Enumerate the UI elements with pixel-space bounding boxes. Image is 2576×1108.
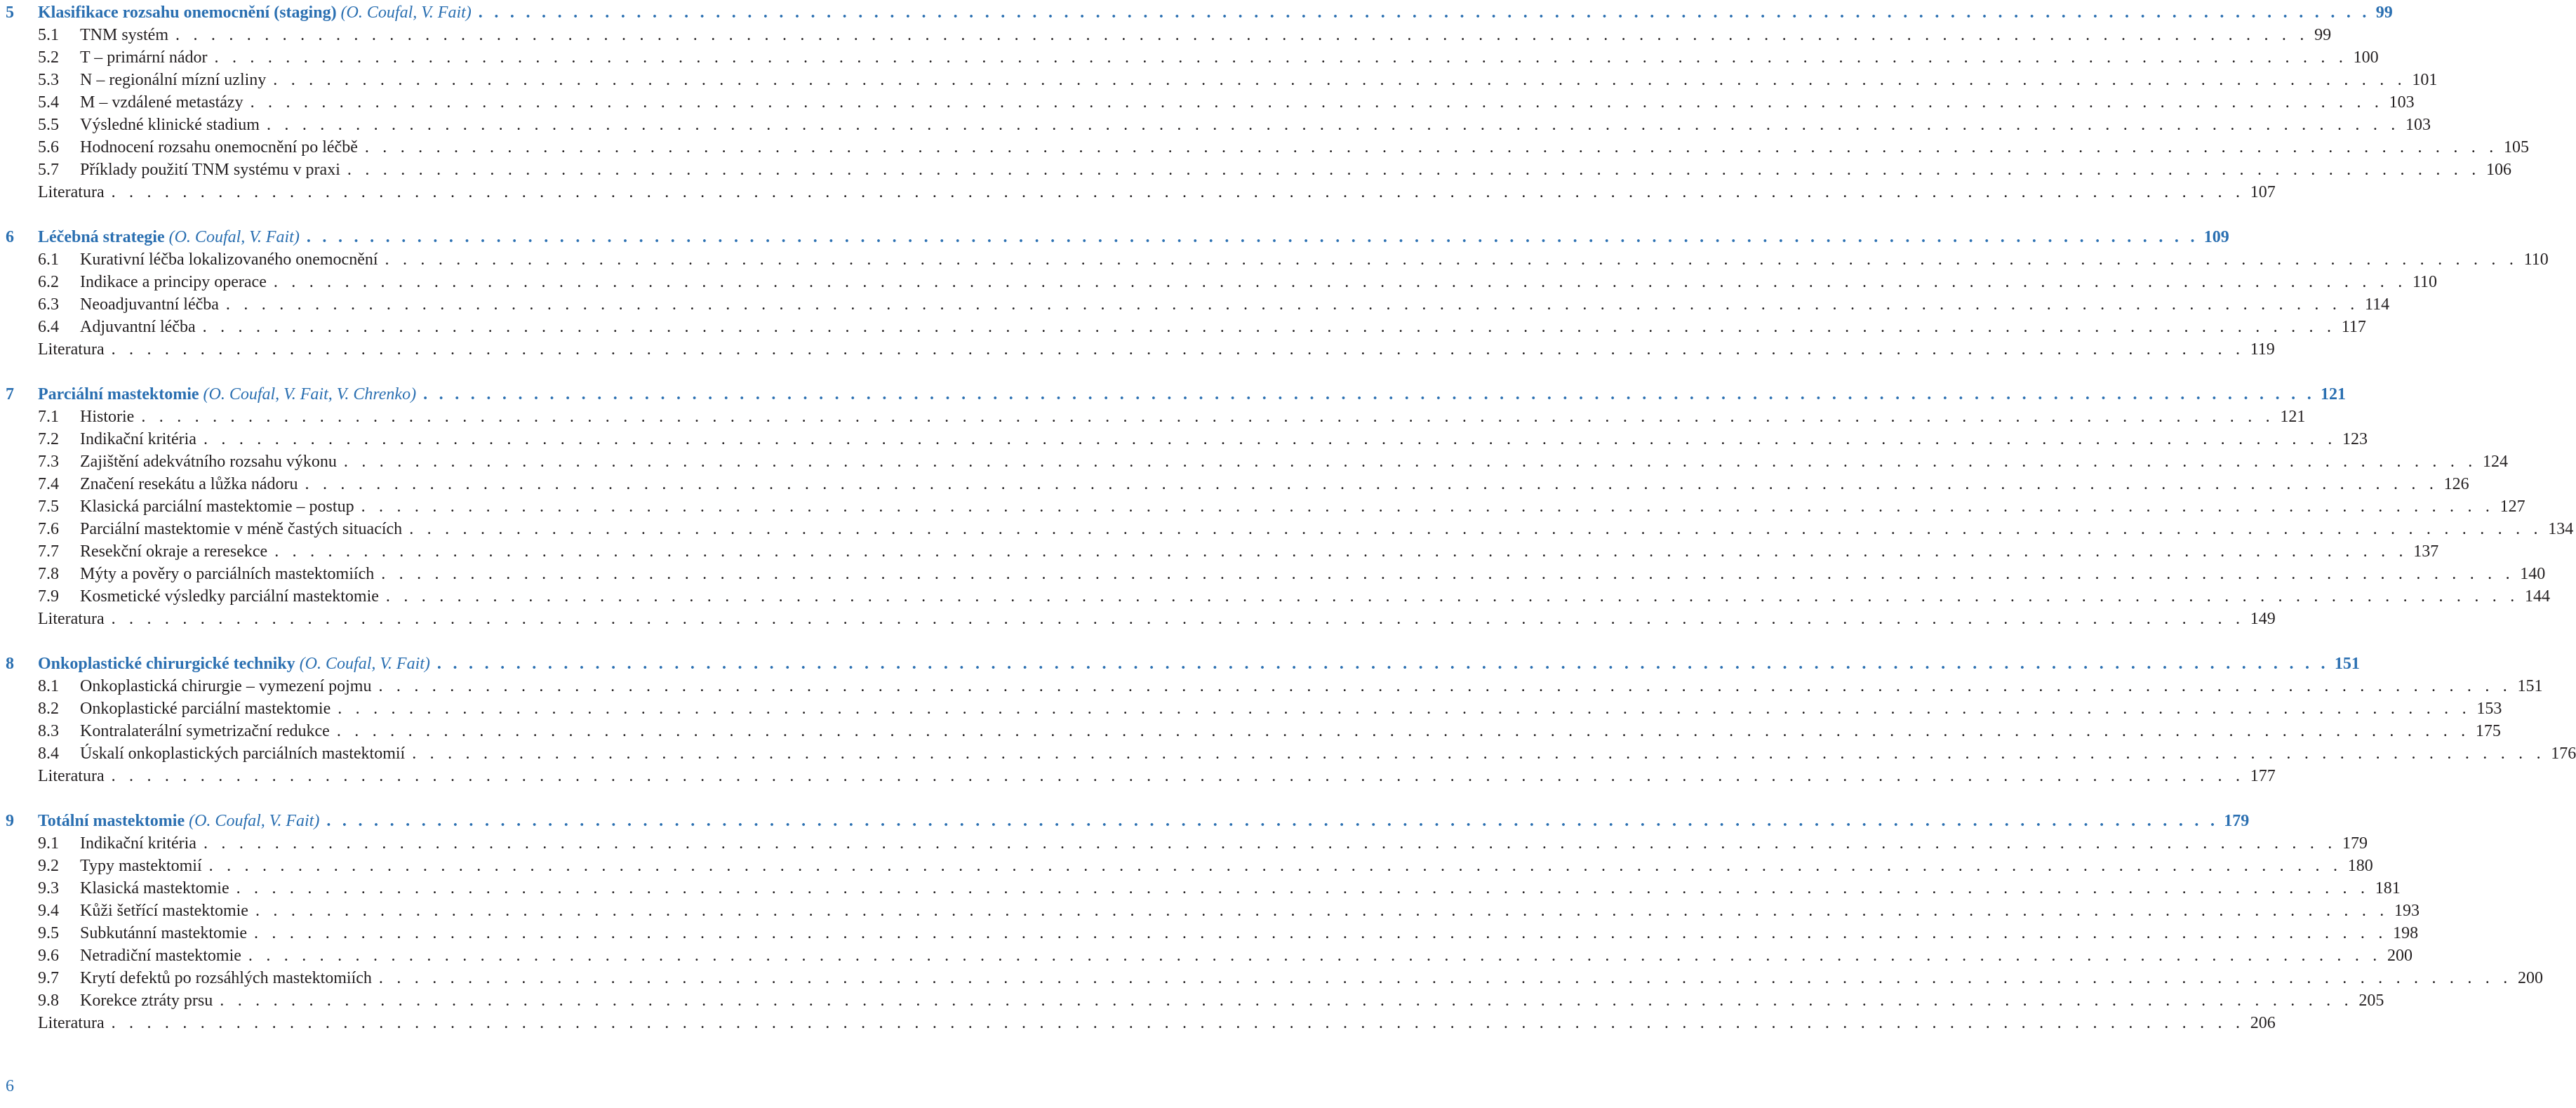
- toc-entry[interactable]: [0, 136, 2529, 159]
- toc-entry-body: [80, 248, 2549, 271]
- dot-leader: . . . . . . . . . . . . . . . . . . . . . . . . . . . . . . . . . . . . . . . . . . . . . . . . . . . . . . . . . . . . . . . . . . . . . . . . . . . . . . . . . . . . . . . . . . . . . . . . . . . . . . . . . . . . . . . . . . . . . . . .: [385, 251, 2518, 269]
- section-title: Krytí defektů po rozsáhlých mastektomiích: [80, 969, 372, 987]
- chapter-number: 5: [6, 4, 14, 22]
- section-page-number: 175: [2475, 722, 2501, 740]
- toc-entry[interactable]: [0, 69, 2438, 91]
- toc-entry[interactable]: [0, 473, 2469, 495]
- section-title: Parciální mastektomie v méně častých situacích: [80, 520, 403, 538]
- dot-leader: . . . . . . . . . . . . . . . . . . . . . . . . . . . . . . . . . . . . . . . . . . . . . . . . . . . . . . . . . . . . . . . . . . . . . . . . . . . . . . . . . . . . . . . . . . . . . . . . . . . . . . . . . . . . . . . . . . . . . . . .: [250, 93, 2384, 112]
- section-page-number: 99: [2314, 26, 2332, 44]
- section-title: Adjuvantní léčba: [80, 318, 196, 336]
- section-page-number: 124: [2482, 453, 2508, 471]
- section-number: 5.6: [38, 138, 59, 156]
- chapter-title: Onkoplastické chirurgické techniky: [38, 655, 295, 673]
- toc-entry-body: [80, 742, 2576, 765]
- dot-leader: . . . . . . . . . . . . . . . . . . . . . . . . . . . . . . . . . . . . . . . . . . . . . . . . . . . . . . . . . . . . . . . . . . . . . . . . . . . . . . . . . . . . . . . . . . . . . . . . . . . . . . . . . . . . . . . . . . . . . . . .: [343, 453, 2477, 471]
- toc-entry-body: [80, 989, 2384, 1012]
- section-number: 6.2: [38, 273, 59, 291]
- section-page-number: 179: [2342, 834, 2368, 853]
- chapter-authors: (O. Coufal, V. Fait): [340, 4, 472, 22]
- section-number: 7.6: [38, 520, 59, 538]
- dot-leader: . . . . . . . . . . . . . . . . . . . . . . . . . . . . . . . . . . . . . . . . . . . . . . . . . . . . . . . . . . . . . . . . . . . . . . . . . . . . . . . . . . . . . . . . . . . . . . . . . . . . . . . . . . . . . . . . . . . . . . . .: [266, 116, 2401, 134]
- literature-entry[interactable]: [0, 338, 2275, 361]
- section-page-number: 127: [2500, 498, 2525, 516]
- dot-leader: . . . . . . . . . . . . . . . . . . . . . . . . . . . . . . . . . . . . . . . . . . . . . . . . . . . . . . . . . . . . . . . . . . . . . . . . . . . . . . . . . . . . . . . . . . . . . . . . . . . . . . . . . . . . . . . . . . . . . . . .: [274, 542, 2408, 561]
- toc-entry[interactable]: [0, 967, 2543, 989]
- section-page-number: 205: [2358, 992, 2384, 1010]
- section-number: 7.2: [38, 430, 59, 448]
- section-number: 7.3: [38, 453, 59, 471]
- section-page-number: 100: [2353, 48, 2379, 67]
- dot-leader: . . . . . . . . . . . . . . . . . . . . . . . . . . . . . . . . . . . . . . . . . . . . . . . . . . . . . . . . . . . . . . . . . . . . . . . . . . . . . . . . . . . . . . . . . . . . . . . . . . . . . . . . . . . . . . . . . . . . . . . .: [306, 228, 2198, 246]
- chapter-authors: (O. Coufal, V. Fait): [168, 228, 300, 246]
- literature-entry[interactable]: [0, 608, 2276, 630]
- section-page-number: 110: [2523, 251, 2549, 269]
- chapter-number: 6: [6, 228, 14, 246]
- chapter-title: Léčebná strategie: [38, 228, 165, 246]
- section-title: Kurativní léčba lokalizovaného onemocnění: [80, 251, 378, 269]
- chapter-authors: (O. Coufal, V. Fait): [299, 655, 430, 673]
- toc-entry-body: [80, 450, 2508, 473]
- dot-leader: . . . . . . . . . . . . . . . . . . . . . . . . . . . . . . . . . . . . . . . . . . . . . . . . . . . . . . . . . . . . . . . . . . . . . . . . . . . . . . . . . . . . . . . . . . . . . . . . . . . . . . . . . . . . . . . . . . . . . . . .: [385, 587, 2519, 606]
- toc-entry-body: [80, 900, 2420, 922]
- dot-leader: . . . . . . . . . . . . . . . . . . . . . . . . . . . . . . . . . . . . . . . . . . . . . . . . . . . . . . . . . . . . . . . . . . . . . . . . . . . . . . . . . . . . . . . . . . . . . . . . . . . . . . . . . . . . . . . . . . . . . . . .: [202, 318, 2336, 336]
- dot-leader: . . . . . . . . . . . . . . . . . . . . . . . . . . . . . . . . . . . . . . . . . . . . . . . . . . . . . . . . . . . . . . . . . . . . . . . . . . . . . . . . . . . . . . . . . . . . . . . . . . . . . . . . . . . . . . . . . . . . . . . .: [412, 745, 2546, 763]
- chapter-heading-body: [38, 810, 2250, 832]
- chapter-page-number: 99: [2375, 4, 2393, 22]
- section-title: Kůži šetřící mastektomie: [80, 902, 248, 920]
- section-title: Onkoplastické parciální mastektomie: [80, 700, 331, 718]
- chapter-number: 8: [6, 655, 14, 673]
- toc-entry[interactable]: [0, 46, 2379, 69]
- chapter-heading[interactable]: [0, 383, 2346, 406]
- section-number: 5.5: [38, 116, 59, 134]
- literature-entry-body: [38, 181, 2276, 203]
- section-number: 6.4: [38, 318, 59, 336]
- dot-leader: . . . . . . . . . . . . . . . . . . . . . . . . . . . . . . . . . . . . . . . . . . . . . . . . . . . . . . . . . . . . . . . . . . . . . . . . . . . . . . . . . . . . . . . . . . . . . . . . . . . . . . . . . . . . . . . . . . . . . . . .: [381, 565, 2515, 583]
- section-page-number: 105: [2503, 138, 2529, 156]
- toc-entry-body: [80, 877, 2401, 900]
- section-page-number: 106: [2485, 161, 2511, 179]
- section-title: Historie: [80, 408, 135, 426]
- section-number: 9.3: [38, 879, 59, 897]
- dot-leader: . . . . . . . . . . . . . . . . . . . . . . . . . . . . . . . . . . . . . . . . . . . . . . . . . . . . . . . . . . . . . . . . . . . . . . . . . . . . . . . . . . . . . . . . . . . . . . . . . . . . . . . . . . . . . . . . . . . . . . . .: [203, 834, 2337, 853]
- literature-title: Literatura: [38, 340, 105, 359]
- section-page-number: 110: [2412, 273, 2438, 291]
- toc-entry-body: [80, 922, 2419, 945]
- section-page-number: 123: [2342, 430, 2368, 448]
- dot-leader: . . . . . . . . . . . . . . . . . . . . . . . . . . . . . . . . . . . . . . . . . . . . . . . . . . . . . . . . . . . . . . . . . . . . . . . . . . . . . . . . . . . . . . . . . . . . . . . . . . . . . . . . . . . . . . . . . . . . . . . .: [361, 498, 2495, 516]
- section-number: 7.9: [38, 587, 59, 606]
- dot-leader: . . . . . . . . . . . . . . . . . . . . . . . . . . . . . . . . . . . . . . . . . . . . . . . . . . . . . . . . . . . . . . . . . . . . . . . . . . . . . . . . . . . . . . . . . . . . . . . . . . . . . . . . . . . . . . . . . . . . . . . .: [253, 924, 2388, 942]
- dot-leader: . . . . . . . . . . . . . . . . . . . . . . . . . . . . . . . . . . . . . . . . . . . . . . . . . . . . . . . . . . . . . . . . . . . . . . . . . . . . . . . . . . . . . . . . . . . . . . . . . . . . . . . . . . . . . . . . . . . . . . . .: [225, 295, 2359, 314]
- literature-title: Literatura: [38, 1014, 105, 1032]
- section-title: N – regionální mízní uzliny: [80, 71, 267, 89]
- dot-leader: . . . . . . . . . . . . . . . . . . . . . . . . . . . . . . . . . . . . . . . . . . . . . . . . . . . . . . . . . . . . . . . . . . . . . . . . . . . . . . . . . . . . . . . . . . . . . . . . . . . . . . . . . . . . . . . . . . . . . . . .: [305, 475, 2438, 493]
- toc-entry[interactable]: [0, 922, 2419, 945]
- chapter-authors: (O. Coufal, V. Fait, V. Chrenko): [203, 385, 417, 403]
- toc-entry-body: [80, 293, 2390, 316]
- section-number: 6.1: [38, 251, 59, 269]
- toc-entry[interactable]: [0, 945, 2413, 967]
- toc-entry-body: [80, 540, 2439, 563]
- chapter-block: [0, 810, 2543, 1034]
- section-number: 9.7: [38, 969, 59, 987]
- section-title: Mýty a pověry o parciálních mastektomiích: [80, 565, 375, 583]
- section-title: TNM systém: [80, 26, 168, 44]
- section-title: Typy mastektomií: [80, 857, 202, 875]
- toc-entry-body: [80, 473, 2469, 495]
- section-page-number: 176: [2551, 745, 2576, 763]
- section-page-number: 140: [2520, 565, 2546, 583]
- dot-leader: . . . . . . . . . . . . . . . . . . . . . . . . . . . . . . . . . . . . . . . . . . . . . . . . . . . . . . . . . . . . . . . . . . . . . . . . . . . . . . . . . . . . . . . . . . . . . . . . . . . . . . . . . . . . . . . . . . . . . . . .: [141, 408, 2275, 426]
- dot-leader: . . . . . . . . . . . . . . . . . . . . . . . . . . . . . . . . . . . . . . . . . . . . . . . . . . . . . . . . . . . . . . . . . . . . . . . . . . . . . . . . . . . . . . . . . . . . . . . . . . . . . . . . . . . . . . . . . . . . . . . .: [347, 161, 2481, 179]
- section-number: 9.6: [38, 947, 59, 965]
- literature-page-number: 119: [2250, 340, 2275, 359]
- section-title: Hodnocení rozsahu onemocnění po léčbě: [80, 138, 358, 156]
- dot-leader: . . . . . . . . . . . . . . . . . . . . . . . . . . . . . . . . . . . . . . . . . . . . . . . . . . . . . . . . . . . . . . . . . . . . . . . . . . . . . . . . . . . . . . . . . . . . . . . . . . . . . . . . . . . . . . . . . . . . . . . .: [423, 385, 2315, 403]
- toc-entry[interactable]: [0, 832, 2368, 855]
- literature-entry[interactable]: [0, 1012, 2276, 1034]
- dot-leader: . . . . . . . . . . . . . . . . . . . . . . . . . . . . . . . . . . . . . . . . . . . . . . . . . . . . . . . . . . . . . . . . . . . . . . . . . . . . . . . . . . . . . . . . . . . . . . . . . . . . . . . . . . . . . . . . . . . . . . . .: [378, 677, 2512, 695]
- toc-entry-body: [80, 159, 2511, 181]
- chapter-page-number: 121: [2321, 385, 2346, 403]
- dot-leader: . . . . . . . . . . . . . . . . . . . . . . . . . . . . . . . . . . . . . . . . . . . . . . . . . . . . . . . . . . . . . . . . . . . . . . . . . . . . . . . . . . . . . . . . . . . . . . . . . . . . . . . . . . . . . . . . . . . . . . . .: [364, 138, 2498, 156]
- literature-entry-body: [38, 765, 2276, 787]
- chapter-block: [0, 653, 2576, 787]
- toc-entry[interactable]: [0, 720, 2501, 742]
- section-number: 9.2: [38, 857, 59, 875]
- chapter-page-number: 179: [2224, 812, 2250, 830]
- table-of-contents: [0, 1, 2576, 1057]
- toc-entry-body: [80, 967, 2543, 989]
- section-number: 5.1: [38, 26, 59, 44]
- section-number: 5.2: [38, 48, 59, 67]
- chapter-title: Totální mastektomie: [38, 812, 185, 830]
- dot-leader: . . . . . . . . . . . . . . . . . . . . . . . . . . . . . . . . . . . . . . . . . . . . . . . . . . . . . . . . . . . . . . . . . . . . . . . . . . . . . . . . . . . . . . . . . . . . . . . . . . . . . . . . . . . . . . . . . . . . . . . .: [326, 812, 2219, 830]
- section-page-number: 151: [2517, 677, 2543, 695]
- toc-entry[interactable]: [0, 900, 2420, 922]
- section-page-number: 117: [2341, 318, 2366, 336]
- dot-leader: . . . . . . . . . . . . . . . . . . . . . . . . . . . . . . . . . . . . . . . . . . . . . . . . . . . . . . . . . . . . . . . . . . . . . . . . . . . . . . . . . . . . . . . . . . . . . . . . . . . . . . . . . . . . . . . . . . . . . . . .: [336, 722, 2470, 740]
- section-title: Příklady použití TNM systému v praxi: [80, 161, 340, 179]
- chapter-title: Parciální mastektomie: [38, 385, 199, 403]
- section-page-number: 180: [2347, 857, 2373, 875]
- dot-leader: . . . . . . . . . . . . . . . . . . . . . . . . . . . . . . . . . . . . . . . . . . . . . . . . . . . . . . . . . . . . . . . . . . . . . . . . . . . . . . . . . . . . . . . . . . . . . . . . . . . . . . . . . . . . . . . . . . . . . . . .: [175, 26, 2309, 44]
- toc-entry[interactable]: [0, 91, 2415, 114]
- section-page-number: 193: [2394, 902, 2420, 920]
- toc-entry-body: [80, 406, 2306, 428]
- literature-title: Literatura: [38, 183, 105, 201]
- literature-entry-body: [38, 338, 2275, 361]
- section-number: 9.5: [38, 924, 59, 942]
- chapter-block: [0, 383, 2574, 630]
- toc-entry[interactable]: [0, 159, 2511, 181]
- toc-entry[interactable]: [0, 989, 2384, 1012]
- toc-entry[interactable]: [0, 114, 2431, 136]
- section-page-number: 101: [2412, 71, 2438, 89]
- toc-entry[interactable]: [0, 742, 2576, 765]
- literature-entry-body: [38, 1012, 2276, 1034]
- section-page-number: 103: [2405, 116, 2431, 134]
- section-title: Netradiční mastektomie: [80, 947, 241, 965]
- dot-leader: . . . . . . . . . . . . . . . . . . . . . . . . . . . . . . . . . . . . . . . . . . . . . . . . . . . . . . . . . . . . . . . . . . . . . . . . . . . . . . . . . . . . . . . . . . . . . . . . . . . . . . . . . . . . . . . . . . . . . . . .: [338, 700, 2471, 718]
- chapter-heading[interactable]: [0, 653, 2360, 675]
- section-page-number: 126: [2443, 475, 2469, 493]
- toc-entry[interactable]: [0, 563, 2546, 585]
- toc-entry-body: [80, 675, 2543, 697]
- chapter-title-group: [38, 810, 319, 832]
- literature-entry-body: [38, 608, 2276, 630]
- dot-leader: . . . . . . . . . . . . . . . . . . . . . . . . . . . . . . . . . . . . . . . . . . . . . . . . . . . . . . . . . . . . . . . . . . . . . . . . . . . . . . . . . . . . . . . . . . . . . . . . . . . . . . . . . . . . . . . . . . . . . . . .: [111, 1014, 2245, 1032]
- toc-entry-body: [80, 271, 2438, 293]
- toc-entry-body: [80, 563, 2546, 585]
- chapter-page-number: 151: [2334, 655, 2360, 673]
- toc-entry-body: [80, 495, 2525, 518]
- chapter-title-group: [38, 1, 472, 24]
- literature-page-number: 206: [2250, 1014, 2276, 1032]
- chapter-block: [0, 1, 2529, 203]
- toc-entry[interactable]: [0, 450, 2508, 473]
- section-page-number: 200: [2387, 947, 2413, 965]
- dot-leader: . . . . . . . . . . . . . . . . . . . . . . . . . . . . . . . . . . . . . . . . . . . . . . . . . . . . . . . . . . . . . . . . . . . . . . . . . . . . . . . . . . . . . . . . . . . . . . . . . . . . . . . . . . . . . . . . . . . . . . . .: [208, 857, 2342, 875]
- section-title: Klasická mastektomie: [80, 879, 229, 897]
- section-page-number: 137: [2413, 542, 2439, 561]
- literature-page-number: 107: [2250, 183, 2276, 201]
- chapter-page-number: 109: [2203, 228, 2229, 246]
- chapter-heading-body: [38, 383, 2346, 406]
- toc-entry-body: [80, 832, 2368, 855]
- section-number: 5.4: [38, 93, 59, 112]
- section-title: M – vzdálené metastázy: [80, 93, 243, 112]
- toc-entry-body: [80, 428, 2368, 450]
- toc-entry[interactable]: [0, 518, 2574, 540]
- toc-entry-body: [80, 945, 2413, 967]
- section-title: Klasická parciální mastektomie – postup: [80, 498, 354, 516]
- toc-entry-body: [80, 316, 2366, 338]
- dot-leader: . . . . . . . . . . . . . . . . . . . . . . . . . . . . . . . . . . . . . . . . . . . . . . . . . . . . . . . . . . . . . . . . . . . . . . . . . . . . . . . . . . . . . . . . . . . . . . . . . . . . . . . . . . . . . . . . . . . . . . . .: [214, 48, 2348, 67]
- section-page-number: 153: [2476, 700, 2502, 718]
- section-title: T – primární nádor: [80, 48, 208, 67]
- toc-entry[interactable]: [0, 585, 2550, 608]
- section-title: Indikační kritéria: [80, 834, 196, 853]
- toc-entry[interactable]: [0, 428, 2368, 450]
- chapter-heading-body: [38, 226, 2229, 248]
- section-title: Subkutánní mastektomie: [80, 924, 247, 942]
- section-number: 5.3: [38, 71, 59, 89]
- dot-leader: . . . . . . . . . . . . . . . . . . . . . . . . . . . . . . . . . . . . . . . . . . . . . . . . . . . . . . . . . . . . . . . . . . . . . . . . . . . . . . . . . . . . . . . . . . . . . . . . . . . . . . . . . . . . . . . . . . . . . . . .: [111, 610, 2245, 628]
- toc-entry[interactable]: [0, 24, 2332, 46]
- section-page-number: 181: [2375, 879, 2401, 897]
- dot-leader: . . . . . . . . . . . . . . . . . . . . . . . . . . . . . . . . . . . . . . . . . . . . . . . . . . . . . . . . . . . . . . . . . . . . . . . . . . . . . . . . . . . . . . . . . . . . . . . . . . . . . . . . . . . . . . . . . . . . . . . .: [478, 4, 2370, 22]
- literature-entry[interactable]: [0, 765, 2276, 787]
- section-page-number: 134: [2548, 520, 2574, 538]
- section-number: 9.8: [38, 992, 59, 1010]
- toc-entry[interactable]: [0, 697, 2502, 720]
- section-title: Resekční okraje a reresekce: [80, 542, 268, 561]
- dot-leader: . . . . . . . . . . . . . . . . . . . . . . . . . . . . . . . . . . . . . . . . . . . . . . . . . . . . . . . . . . . . . . . . . . . . . . . . . . . . . . . . . . . . . . . . . . . . . . . . . . . . . . . . . . . . . . . . . . . . . . . .: [436, 655, 2329, 673]
- chapter-heading[interactable]: [0, 226, 2229, 248]
- toc-entry[interactable]: [0, 316, 2366, 338]
- literature-title: Literatura: [38, 610, 105, 628]
- dot-leader: . . . . . . . . . . . . . . . . . . . . . . . . . . . . . . . . . . . . . . . . . . . . . . . . . . . . . . . . . . . . . . . . . . . . . . . . . . . . . . . . . . . . . . . . . . . . . . . . . . . . . . . . . . . . . . . . . . . . . . . .: [409, 520, 2543, 538]
- section-title: Kosmetické výsledky parciální mastektomie: [80, 587, 379, 606]
- literature-title: Literatura: [38, 767, 105, 785]
- dot-leader: . . . . . . . . . . . . . . . . . . . . . . . . . . . . . . . . . . . . . . . . . . . . . . . . . . . . . . . . . . . . . . . . . . . . . . . . . . . . . . . . . . . . . . . . . . . . . . . . . . . . . . . . . . . . . . . . . . . . . . . .: [236, 879, 2370, 897]
- dot-leader: . . . . . . . . . . . . . . . . . . . . . . . . . . . . . . . . . . . . . . . . . . . . . . . . . . . . . . . . . . . . . . . . . . . . . . . . . . . . . . . . . . . . . . . . . . . . . . . . . . . . . . . . . . . . . . . . . . . . . . . .: [248, 947, 2382, 965]
- section-number: 9.1: [38, 834, 59, 853]
- chapter-title: Klasifikace rozsahu onemocnění (staging): [38, 4, 337, 22]
- toc-entry-body: [80, 585, 2550, 608]
- chapter-heading-body: [38, 1, 2393, 24]
- page-number: 6: [6, 1077, 14, 1095]
- literature-page-number: 177: [2250, 767, 2276, 785]
- section-number: 8.4: [38, 745, 59, 763]
- chapter-title-group: [38, 383, 416, 406]
- chapter-heading-body: [38, 653, 2360, 675]
- dot-leader: . . . . . . . . . . . . . . . . . . . . . . . . . . . . . . . . . . . . . . . . . . . . . . . . . . . . . . . . . . . . . . . . . . . . . . . . . . . . . . . . . . . . . . . . . . . . . . . . . . . . . . . . . . . . . . . . . . . . . . . .: [378, 969, 2512, 987]
- chapter-number: 9: [6, 812, 14, 830]
- toc-entry-body: [80, 114, 2431, 136]
- section-number: 7.4: [38, 475, 59, 493]
- section-page-number: 144: [2524, 587, 2550, 606]
- literature-entry[interactable]: [0, 181, 2276, 203]
- toc-entry[interactable]: [0, 855, 2373, 877]
- dot-leader: . . . . . . . . . . . . . . . . . . . . . . . . . . . . . . . . . . . . . . . . . . . . . . . . . . . . . . . . . . . . . . . . . . . . . . . . . . . . . . . . . . . . . . . . . . . . . . . . . . . . . . . . . . . . . . . . . . . . . . . .: [220, 992, 2354, 1010]
- toc-entry-body: [80, 24, 2332, 46]
- chapter-authors: (O. Coufal, V. Fait): [189, 812, 320, 830]
- chapter-heading[interactable]: [0, 1, 2393, 24]
- toc-entry-body: [80, 136, 2529, 159]
- toc-entry[interactable]: [0, 293, 2390, 316]
- section-title: Indikační kritéria: [80, 430, 196, 448]
- section-number: 7.7: [38, 542, 59, 561]
- literature-page-number: 149: [2250, 610, 2276, 628]
- section-title: Korekce ztráty prsu: [80, 992, 213, 1010]
- dot-leader: . . . . . . . . . . . . . . . . . . . . . . . . . . . . . . . . . . . . . . . . . . . . . . . . . . . . . . . . . . . . . . . . . . . . . . . . . . . . . . . . . . . . . . . . . . . . . . . . . . . . . . . . . . . . . . . . . . . . . . . .: [111, 183, 2245, 201]
- section-page-number: 103: [2389, 93, 2415, 112]
- section-title: Úskalí onkoplastických parciálních mastektomií: [80, 745, 406, 763]
- toc-entry[interactable]: [0, 248, 2549, 271]
- section-title: Kontralaterální symetrizační redukce: [80, 722, 330, 740]
- dot-leader: . . . . . . . . . . . . . . . . . . . . . . . . . . . . . . . . . . . . . . . . . . . . . . . . . . . . . . . . . . . . . . . . . . . . . . . . . . . . . . . . . . . . . . . . . . . . . . . . . . . . . . . . . . . . . . . . . . . . . . . .: [111, 767, 2245, 785]
- section-title: Neoadjuvantní léčba: [80, 295, 219, 314]
- toc-entry[interactable]: [0, 271, 2438, 293]
- section-title: Indikace a principy operace: [80, 273, 267, 291]
- toc-entry-body: [80, 720, 2501, 742]
- chapter-title-group: [38, 653, 430, 675]
- toc-entry-body: [80, 855, 2373, 877]
- section-number: 7.1: [38, 408, 59, 426]
- toc-entry-body: [80, 518, 2574, 540]
- dot-leader: . . . . . . . . . . . . . . . . . . . . . . . . . . . . . . . . . . . . . . . . . . . . . . . . . . . . . . . . . . . . . . . . . . . . . . . . . . . . . . . . . . . . . . . . . . . . . . . . . . . . . . . . . . . . . . . . . . . . . . . .: [273, 273, 2407, 291]
- dot-leader: . . . . . . . . . . . . . . . . . . . . . . . . . . . . . . . . . . . . . . . . . . . . . . . . . . . . . . . . . . . . . . . . . . . . . . . . . . . . . . . . . . . . . . . . . . . . . . . . . . . . . . . . . . . . . . . . . . . . . . . .: [111, 340, 2245, 359]
- section-number: 7.5: [38, 498, 59, 516]
- toc-entry[interactable]: [0, 877, 2401, 900]
- toc-entry[interactable]: [0, 540, 2439, 563]
- section-title: Značení resekátu a lůžka nádoru: [80, 475, 298, 493]
- dot-leader: . . . . . . . . . . . . . . . . . . . . . . . . . . . . . . . . . . . . . . . . . . . . . . . . . . . . . . . . . . . . . . . . . . . . . . . . . . . . . . . . . . . . . . . . . . . . . . . . . . . . . . . . . . . . . . . . . . . . . . . .: [255, 902, 2389, 920]
- chapter-block: [0, 226, 2549, 361]
- chapter-title-group: [38, 226, 300, 248]
- section-title: Onkoplastická chirurgie – vymezení pojmu: [80, 677, 372, 695]
- chapter-heading[interactable]: [0, 810, 2250, 832]
- dot-leader: . . . . . . . . . . . . . . . . . . . . . . . . . . . . . . . . . . . . . . . . . . . . . . . . . . . . . . . . . . . . . . . . . . . . . . . . . . . . . . . . . . . . . . . . . . . . . . . . . . . . . . . . . . . . . . . . . . . . . . . .: [203, 430, 2337, 448]
- section-page-number: 121: [2280, 408, 2306, 426]
- chapter-number: 7: [6, 385, 14, 403]
- section-page-number: 114: [2365, 295, 2390, 314]
- toc-entry[interactable]: [0, 675, 2543, 697]
- toc-entry-body: [80, 46, 2379, 69]
- section-title: Výsledné klinické stadium: [80, 116, 260, 134]
- section-number: 6.3: [38, 295, 59, 314]
- section-number: 8.3: [38, 722, 59, 740]
- toc-entry[interactable]: [0, 406, 2306, 428]
- toc-entry-body: [80, 91, 2415, 114]
- toc-entry[interactable]: [0, 495, 2525, 518]
- section-number: 9.4: [38, 902, 59, 920]
- section-number: 7.8: [38, 565, 59, 583]
- section-page-number: 200: [2517, 969, 2543, 987]
- section-title: Zajištění adekvátního rozsahu výkonu: [80, 453, 337, 471]
- dot-leader: . . . . . . . . . . . . . . . . . . . . . . . . . . . . . . . . . . . . . . . . . . . . . . . . . . . . . . . . . . . . . . . . . . . . . . . . . . . . . . . . . . . . . . . . . . . . . . . . . . . . . . . . . . . . . . . . . . . . . . . .: [273, 71, 2407, 89]
- toc-entry-body: [80, 69, 2438, 91]
- section-number: 8.2: [38, 700, 59, 718]
- toc-entry-body: [80, 697, 2502, 720]
- section-page-number: 198: [2393, 924, 2419, 942]
- section-number: 5.7: [38, 161, 59, 179]
- section-number: 8.1: [38, 677, 59, 695]
